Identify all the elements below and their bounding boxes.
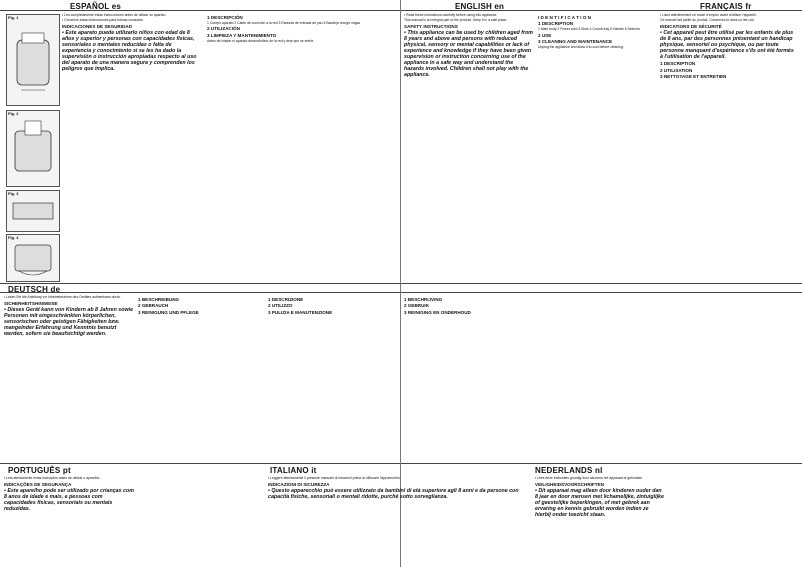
es-conserve: • Conserve estas instrucciones para futuras consultas.: [62, 18, 144, 23]
en-desc-items: 1 Main body 2 Power cord 3 Slots 4 Crumb tray 5 Handle 6 Selector: [538, 27, 640, 31]
crumb-tray-illustration: [7, 191, 59, 231]
en-safety-title: SAFETY INSTRUCTIONS: [404, 23, 458, 29]
header-es: ESPAÑOL es: [70, 2, 122, 11]
figure-1-label: Fig. 1: [8, 15, 19, 20]
de-use-title: 2 GEBRAUCH: [138, 303, 169, 308]
middle-rule: [0, 283, 802, 284]
nl-desc-title: 1 BESCHRIJVING: [404, 296, 443, 302]
en-ident-title: I D E N T I F I C A T I O N: [538, 14, 591, 20]
de-column-2: [138, 295, 264, 461]
en-keep: This manual is an integral part of the product. Keep it in a safe place.: [404, 18, 508, 23]
pt-safety-text: • Este aparelho pode ser utilizado por crianças com 8 anos de idade e mais, e pessoas com capacidades físicas, sensoriais ou mentais reduzidas.: [4, 487, 134, 512]
it-safety-title: INDICAZIONI DI SICUREZZA: [268, 481, 330, 487]
fr-column-1: [660, 13, 798, 281]
header-it: ITALIANO it: [270, 466, 317, 475]
figure-2-label: Fig. 2: [8, 111, 19, 116]
header-pt: PORTUGUÊS pt: [8, 466, 71, 475]
es-column-2: [207, 13, 397, 281]
es-clean-text: Antes de limpiar el aparato desenchúfelo de la red y deje que se enfríe.: [207, 38, 315, 43]
pt-column-1: [4, 476, 134, 564]
es-intro: • Lea completamente estas instrucciones antes de utilizar su aparato.: [62, 13, 167, 17]
lower-rule: [0, 463, 802, 464]
de-column-1: [4, 295, 134, 461]
pt-intro: • Leia atentamente estas instruções antes de utilizar o aparelho.: [4, 476, 101, 480]
es-use-title: 2 UTILIZACIÓN: [207, 26, 240, 32]
nl-safety-text: • Dit apparaat mag alleen door kinderen ouder dan 8 jaar en door mensen met lichamelijke, zintuiglijke of geestelijke beperkingen, of met gebrek aan ervaring en kennis gebruikt worden indien ze hierbij onder toezicht staan.: [535, 487, 664, 518]
en-clean-title: 3 CLEANING AND MAINTENANCE: [538, 39, 613, 45]
header-fr: FRANÇAIS fr: [700, 2, 752, 11]
header-de: DEUTSCH de: [8, 285, 61, 294]
fr-use-title: 2 UTILISATION: [660, 67, 693, 73]
en-column-1: [404, 13, 534, 281]
fr-keep: Ce manuel fait partie du produit. Conservez-le dans un lieu sûr.: [660, 18, 755, 23]
nl-column-1: [404, 295, 532, 461]
de-clean-title: 3 REINIGUNG UND PFLEGE: [138, 309, 199, 315]
header-nl: NEDERLANDS nl: [535, 466, 603, 475]
figure-2: [6, 110, 60, 187]
figure-3: [6, 190, 60, 232]
nl-use-title: 2 GEBRUIK: [404, 303, 430, 308]
en-clean-text: Unplug the appliance and allow it to cool before cleaning.: [538, 45, 624, 50]
fr-intro: • Lisez attentivement ce mode d'emploi avant d'utiliser l'appareil.: [660, 13, 757, 17]
it-desc-title: 1 DESCRIZIONE: [268, 296, 304, 302]
pt-safety-title: INDICAÇÕES DE SEGURANÇA: [4, 481, 72, 487]
cord-storage-illustration: [7, 235, 59, 281]
es-safety-title: INDICACIONES DE SEGURIDAD: [62, 23, 132, 29]
toaster-illustration-1: [7, 15, 59, 105]
fr-safety-text: • Cet appareil peut être utilisé par les enfants de plus de 8 ans, par des personnes présentant un handicap physique, sensoriel ou psychique, ou par toute personne manquant d'expérience s'ils ont été formés à l'utilisation de l'appareil.: [660, 29, 794, 60]
fr-safety-title: INDICATIONS DE SÉCURITÉ: [660, 23, 722, 29]
it-intro: • Leggere attentamente il presente manuale di istruzioni prima di utilizzare l'apparecchio.: [268, 476, 401, 480]
en-desc-title: 1 DESCRIPTION: [538, 21, 574, 26]
nl-column-2: [535, 476, 665, 564]
en-read: • Read these instructions carefully before using this appliance.: [404, 13, 498, 17]
es-safety-text: • Este aparato puede utilizarlo niños con edad de 8 años y superior y personas con capacidades físicas, sensoriales o mentales reducidas o falta de experiencia y conocimiento si se les ha dado la supervisión o instrucción apropiadas respecto al uso del aparato de una manera segura y comprenden los peligros que implica.: [62, 29, 197, 72]
es-desc-items: 1 Cuerpo aparato 2 Cable de conexión a la red 3 Ranuras de entrada de pan 4 Bandeja recoge migas: [207, 20, 361, 25]
nl-intro: • Lees deze instructies grondig door alvorens het apparaat te gebruiken.: [535, 476, 644, 480]
it-use-title: 2 UTILIZZO: [268, 303, 293, 308]
it-column-1: [268, 295, 398, 461]
de-desc-title: 1 BESCHREIBUNG: [138, 296, 180, 302]
es-desc-title: 1 DESCRIPCIÓN: [207, 14, 243, 20]
en-safety-text: • This appliance can be used by children aged from 8 years and above and persons with reduced physical, sensory or mental capabilities or lack of experience and knowledge if they have been given supervision or instruction concerning use of the appliance in a safe way and understand the hazards involved. Children shall not play with the appliance.: [404, 29, 534, 78]
it-safety-text: • Questo apparecchio può essere utilizzato da bambini di età superiore agli 8 anni e da persone con capacità fisiche, sensoriali o mentali ridotte, purché sotto sorveglianza.: [268, 487, 519, 500]
header-en: ENGLISH en: [455, 2, 505, 11]
figure-3-label: Fig. 3: [8, 191, 19, 196]
de-safety-text: • Dieses Gerät kann von Kindern ab 8 Jahren sowie Personen mit eingeschränkten körperlichen, sensorischen oder geistigen Fähigkeiten bzw. mangelnder Erfahrung und Kenntnis benutzt werden, sofern sie beaufsichtigt werden.: [4, 306, 134, 337]
toaster-illustration-2: [7, 111, 59, 186]
es-clean-title: 3 LIMPIEZA Y MANTENIMIENTO: [207, 32, 277, 38]
middle-rule-2: [0, 292, 802, 293]
figure-4-label: Fig. 4: [8, 235, 19, 240]
figure-1: [6, 14, 60, 106]
it-clean-title: 3 PULIZIA E MANUTENZIONE: [268, 309, 333, 315]
fr-desc-title: 1 DESCRIPTION: [660, 61, 696, 67]
nl-clean-title: 3 REINIGING EN ONDERHOUD: [404, 309, 471, 315]
de-safety-title: SICHERHEITSHINWEISE: [4, 300, 58, 306]
nl-safety-title: VEILIGHEIDSVOORSCHRIFTEN: [535, 481, 604, 487]
it-column-2: [268, 476, 528, 564]
en-column-2: [538, 13, 656, 281]
fr-clean-title: 3 NETTOYAGE ET ENTRETIEN: [660, 74, 727, 80]
de-intro: • Lesen Sie die Anleitung vor Inbetriebnahme des Gerätes aufmerksam durch.: [4, 295, 122, 299]
es-column-1: [62, 13, 202, 281]
en-use-title: 2 USE: [538, 32, 552, 38]
figure-4: [6, 234, 60, 282]
